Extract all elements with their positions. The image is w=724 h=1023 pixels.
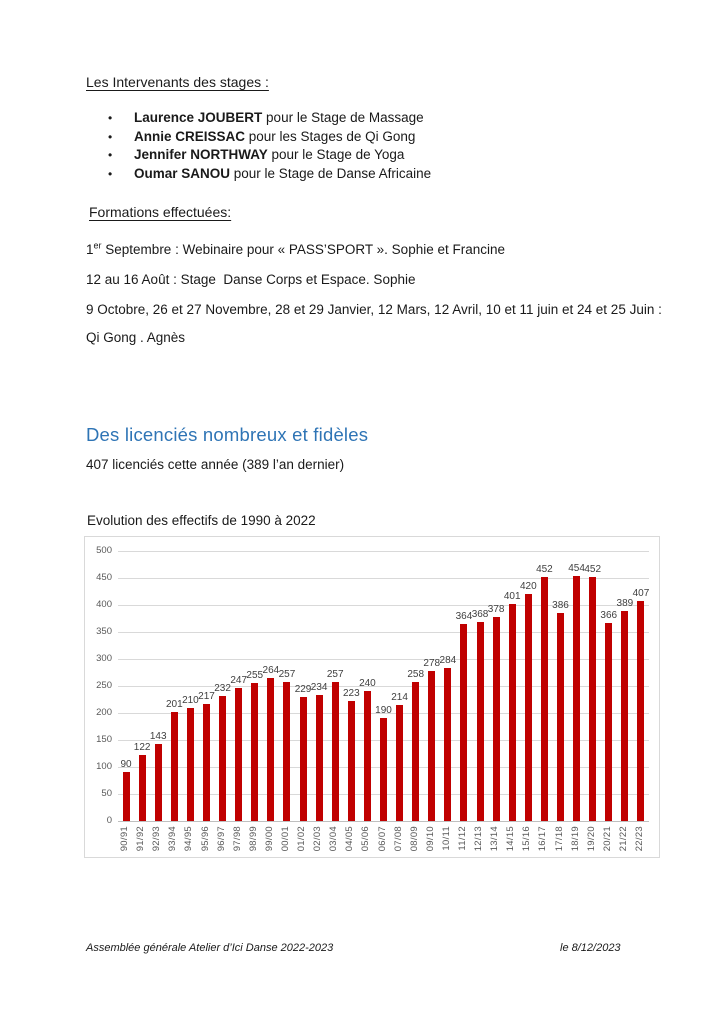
bar	[557, 613, 564, 821]
bar	[444, 668, 451, 821]
bar-value-label: 407	[632, 588, 650, 600]
formation-line-4: Qi Gong . Agnès	[86, 330, 186, 345]
bar-value-label: 401	[503, 591, 521, 603]
x-axis-label: 17/18	[553, 826, 565, 852]
x-axis-label: 92/93	[151, 826, 163, 852]
x-axis-label: 08/09	[408, 826, 420, 852]
intervenants-heading: Les Intervenants des stages :	[86, 74, 269, 90]
licencies-heading: Des licenciés nombreux et fidèles	[86, 424, 369, 445]
bar-value-label: 229	[294, 684, 312, 696]
bar-value-label: 454	[568, 562, 585, 574]
bar	[605, 623, 612, 821]
bar	[573, 576, 580, 821]
bar	[348, 701, 355, 821]
y-axis-label: 500	[96, 545, 112, 556]
x-axis-label: 14/15	[505, 826, 517, 852]
x-axis-label: 11/12	[456, 826, 468, 851]
y-axis-label: 300	[96, 653, 112, 664]
bar-value-label: 452	[536, 563, 553, 575]
bar-value-label: 217	[198, 690, 215, 702]
bullet-icon: •	[108, 148, 113, 162]
x-axis-label: 90/91	[119, 826, 131, 852]
y-axis-label: 100	[96, 761, 112, 772]
bar	[155, 744, 162, 821]
list-item	[108, 110, 431, 129]
bullet-icon: •	[108, 129, 113, 144]
bar-value-label: 201	[165, 699, 183, 711]
licencies-subtitle: 407 licenciés cette année (389 l’an dernier)	[86, 457, 345, 472]
bar-value-label: 234	[310, 681, 328, 693]
y-grid-line	[118, 686, 649, 687]
x-axis-label: 03/04	[328, 826, 340, 852]
y-grid-line	[118, 551, 649, 552]
formation-line-1	[86, 242, 505, 257]
bar-value-label: 232	[214, 682, 231, 694]
bar-value-label: 278	[423, 657, 441, 669]
bar-value-label: 386	[552, 599, 569, 611]
formations-heading: Formations effectuées:	[89, 204, 232, 220]
x-axis-label: 01/02	[296, 826, 308, 852]
footer-right: le 8/12/2023	[560, 942, 621, 954]
intervenant-name: Jennifer NORTHWAY	[134, 147, 268, 162]
x-axis-label: 15/16	[521, 826, 533, 852]
bar	[316, 695, 323, 821]
y-axis-label: 250	[96, 680, 112, 691]
bar-value-label: 389	[616, 597, 634, 609]
intervenant-role: pour le Stage de Massage	[262, 110, 424, 125]
y-grid-line	[118, 659, 649, 660]
x-axis-label: 21/22	[617, 826, 629, 852]
bullet-icon: •	[108, 166, 113, 181]
bar	[493, 617, 500, 821]
intervenant-role: pour le Stage de Danse Africaine	[230, 165, 432, 181]
bar	[123, 772, 130, 821]
x-axis-label: 13/14	[489, 826, 501, 852]
bar	[525, 594, 532, 821]
bar-value-label: 190	[375, 705, 392, 717]
formation-line-2: 12 au 16 Août : Stage Danse Corps et Espace. Sophie	[86, 272, 416, 287]
bar	[621, 611, 628, 821]
formation-line-1-text: Septembre : Webinaire pour « PASS’SPORT ». Sophie et Francine	[101, 242, 505, 257]
x-axis-label: 98/99	[247, 826, 259, 852]
x-axis-label: 12/13	[473, 826, 485, 852]
bar	[637, 601, 644, 821]
bar-value-label: 143	[149, 730, 167, 742]
bar	[477, 622, 484, 821]
bar	[187, 708, 194, 821]
bar-value-label: 364	[455, 611, 473, 623]
bar-value-label: 257	[278, 669, 296, 681]
x-axis-label: 96/97	[215, 826, 227, 852]
x-axis-label: 00/01	[279, 826, 291, 852]
intervenant-role: pour le Stage de Yoga	[267, 147, 405, 162]
footer-left: Assemblée générale Atelier d’Ici Danse 2022-2023	[86, 942, 334, 954]
x-axis-label: 02/03	[312, 826, 324, 852]
x-axis-label: 91/92	[135, 826, 147, 852]
y-axis-label: 0	[106, 815, 112, 826]
bar	[300, 697, 307, 821]
y-grid-line	[118, 578, 649, 579]
bar	[251, 683, 258, 821]
bar-value-label: 378	[487, 603, 505, 615]
ordinal-superscript: er	[93, 240, 102, 251]
intervenant-name: Annie CREISSAC	[134, 128, 246, 144]
bar	[283, 682, 290, 821]
bar-value-label: 264	[262, 665, 280, 677]
bar	[541, 577, 548, 821]
bar-value-label: 452	[584, 563, 602, 575]
x-axis-label: 22/23	[633, 826, 645, 852]
y-axis-label: 150	[96, 734, 112, 745]
y-axis-label: 200	[96, 707, 112, 718]
bar	[171, 712, 178, 821]
intervenant-name: Laurence JOUBERT	[134, 110, 263, 125]
y-axis-label: 50	[101, 788, 112, 799]
x-axis-label: 99/00	[263, 826, 275, 852]
bar-value-label: 420	[519, 581, 537, 593]
list-item	[108, 129, 431, 148]
bar-value-label: 90	[120, 759, 132, 771]
list-item	[108, 166, 431, 185]
bar	[139, 755, 146, 821]
bar-value-label: 255	[246, 670, 264, 682]
x-axis-label: 10/11	[440, 826, 452, 851]
chart	[84, 536, 660, 858]
x-axis-label: 94/95	[183, 826, 195, 852]
x-axis-label: 04/05	[344, 826, 356, 852]
y-axis-label: 450	[96, 572, 112, 583]
bar	[509, 604, 516, 821]
bar	[332, 682, 339, 821]
bar	[460, 624, 467, 821]
bar	[203, 704, 210, 821]
x-axis-label: 97/98	[231, 826, 243, 852]
intervenants-list	[108, 110, 431, 184]
bar-value-label: 258	[407, 668, 425, 680]
bar-value-label: 366	[600, 610, 618, 622]
formation-line-3: 9 Octobre, 26 et 27 Novembre, 28 et 29 Janvier, 12 Mars, 12 Avril, 10 et 11 juin et 24 et 25 Juin :	[86, 302, 662, 317]
bar-value-label: 210	[182, 694, 199, 706]
bar	[380, 718, 387, 821]
bar-value-label: 368	[471, 609, 489, 621]
bullet-icon: •	[108, 111, 113, 125]
x-axis-line	[118, 821, 649, 822]
x-axis-label: 05/06	[360, 826, 372, 852]
x-axis-label: 20/21	[601, 826, 613, 852]
bar-value-label: 257	[326, 669, 344, 681]
bar-value-label: 223	[342, 687, 360, 699]
x-axis-label: 06/07	[376, 826, 388, 852]
formation-line-1-num: 1	[86, 242, 94, 257]
bar	[267, 678, 274, 821]
bar	[219, 696, 226, 821]
x-axis-label: 95/96	[199, 826, 211, 852]
bar-value-label: 122	[133, 742, 151, 754]
bar-value-label: 214	[391, 692, 408, 704]
bar-value-label: 240	[359, 678, 376, 690]
y-axis-label: 400	[96, 599, 112, 610]
x-axis-label: 09/10	[424, 826, 436, 852]
x-axis-label: 07/08	[392, 826, 404, 852]
bar	[412, 682, 419, 821]
intervenant-name: Oumar SANOU	[134, 165, 231, 181]
x-axis-label: 19/20	[585, 826, 597, 852]
bar	[235, 688, 242, 821]
bar	[396, 705, 403, 821]
x-axis-label: 93/94	[167, 826, 179, 852]
list-item	[108, 147, 431, 166]
x-axis-label: 16/17	[537, 826, 549, 852]
x-axis-label: 18/19	[569, 826, 581, 852]
y-grid-line	[118, 632, 649, 633]
bar-value-label: 284	[439, 654, 457, 666]
y-axis-label: 350	[96, 626, 112, 637]
intervenant-role: pour les Stages de Qi Gong	[245, 128, 416, 144]
bar	[428, 671, 435, 821]
chart-title: Evolution des effectifs de 1990 à 2022	[87, 513, 316, 528]
bar-value-label: 247	[230, 674, 248, 686]
